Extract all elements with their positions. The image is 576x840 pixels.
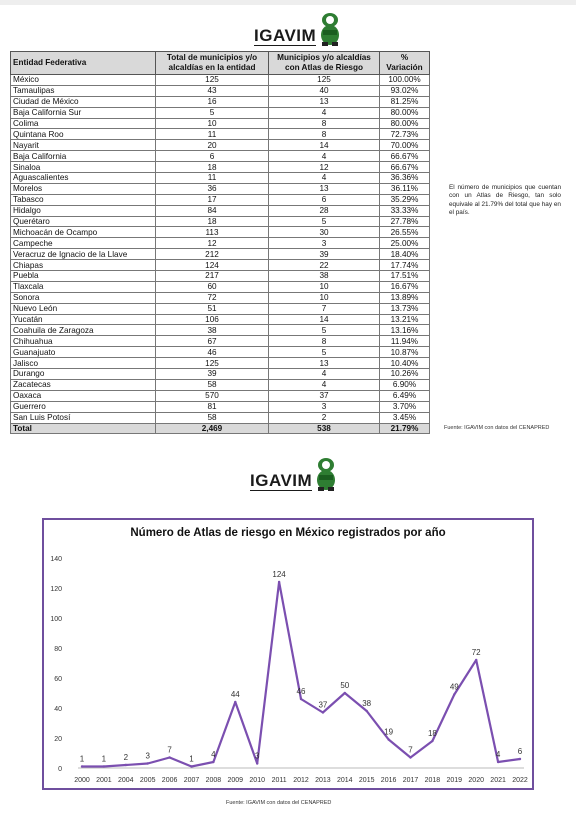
cell-variacion: 13.16% [380,325,430,336]
data-point [497,761,499,763]
table-row [11,271,430,282]
cell-entidad: Yucatán [11,314,156,325]
cell-variacion: 36.36% [380,173,430,184]
cell-variacion: 6.90% [380,379,430,390]
atlas-table [10,51,430,434]
table-row [11,401,430,412]
cell-variacion: 11.94% [380,336,430,347]
x-tick-label: 2005 [139,777,156,784]
y-tick-label: 100 [50,616,62,623]
cell-entidad: Chihuahua [11,336,156,347]
igavim-logo [254,12,343,46]
cell-variacion: 72.73% [380,129,430,140]
logo-text-2: IGAVIM [250,471,313,490]
cell-variacion: 35.29% [380,194,430,205]
cell-variacion: 26.55% [380,227,430,238]
cell-entidad: Guanajuato [11,347,156,358]
table-row [11,129,430,140]
x-tick-label: 2020 [468,777,484,784]
data-point [125,764,127,766]
data-label: 18 [427,729,437,738]
table-row [11,260,430,271]
data-label: 1 [189,754,194,764]
cell-atlas: 5 [269,347,380,358]
cell-variacion: 66.67% [380,162,430,173]
x-tick-label: 2014 [337,777,353,784]
cell-atlas: 2 [269,412,380,423]
y-tick-label: 140 [50,556,62,563]
igavim-logo-2 [250,457,339,491]
cell-variacion: 10.26% [380,369,430,380]
y-tick-label: 40 [54,706,62,713]
cell-total: 17 [156,194,269,205]
cell-variacion: 6.49% [380,390,430,401]
cell-atlas: 3 [269,401,380,412]
data-label: 3 [254,751,260,761]
table-row [11,412,430,423]
table-row [11,390,430,401]
cell-atlas: 4 [269,173,380,184]
cell-variacion: 66.67% [380,151,430,162]
y-tick-label: 120 [50,586,62,593]
data-point [366,710,368,712]
table-row [11,314,430,325]
data-point [300,698,302,700]
series-line [79,582,520,767]
cell-atlas: 4 [269,107,380,118]
data-point [453,693,455,695]
cell-total: 212 [156,249,269,260]
cell-entidad: Chiapas [11,260,156,271]
cell-total: 12 [156,238,269,249]
cell-total: 58 [156,412,269,423]
data-point [431,740,433,742]
cell-atlas: 13 [269,96,380,107]
x-tick-label: 2000 [74,777,90,784]
table-row [11,173,430,184]
cell-total: 6 [156,151,269,162]
data-label: 38 [362,699,372,708]
y-tick-label: 20 [54,736,62,743]
cell-atlas: 30 [269,227,380,238]
data-point [212,761,214,763]
cell-total: 124 [156,260,269,271]
cell-entidad: Guerrero [11,401,156,412]
cell-variacion: 16.67% [380,281,430,292]
cell-total: 43 [156,85,269,96]
header-atlas: Municipios y/o alcaldías con Atlas de Riesgo [269,52,380,75]
cell-atlas: 4 [269,369,380,380]
cell-entidad: Oaxaca [11,390,156,401]
mascot-logo-icon-2 [313,457,339,491]
table-row [11,336,430,347]
table-row [11,140,430,151]
cell-variacion: 13.21% [380,314,430,325]
data-point [256,762,258,764]
x-tick-label: 2007 [183,777,200,784]
cell-variacion: 17.51% [380,271,430,282]
cell-variacion: 13.89% [380,292,430,303]
cell-atlas: 8 [269,129,380,140]
cell-variacion: 17.74% [380,260,430,271]
table-source: Fuente: IGAVIM con datos del CENAPRED [444,425,550,431]
cell-atlas: 10 [269,281,380,292]
data-point [103,765,105,767]
cell-entidad: Tamaulipas [11,85,156,96]
data-label: 7 [167,745,172,755]
x-tick-label: 2022 [512,777,528,784]
cell-atlas: 13 [269,183,380,194]
x-tick-label: 2010 [249,777,265,784]
cell-total: 38 [156,325,269,336]
data-label: 37 [318,700,328,710]
cell-atlas: 5 [269,325,380,336]
cell-atlas: 125 [269,75,380,86]
cell-entidad: Zacatecas [11,379,156,390]
table-row [11,183,430,194]
table-row [11,369,430,380]
table-header-row [11,52,430,75]
table-row [11,238,430,249]
data-label: 2 [123,753,129,762]
x-tick-label: 2021 [490,777,506,784]
cell-entidad: México [11,75,156,86]
cell-atlas: 39 [269,249,380,260]
cell-entidad: Ciudad de México [11,96,156,107]
total-label: Total [11,423,156,434]
data-label: 72 [471,648,481,657]
data-label: 44 [230,690,240,699]
cell-variacion: 13.73% [380,303,430,314]
cell-entidad: Aguascalientes [11,173,156,184]
cell-variacion: 36.11% [380,183,430,194]
data-point [190,765,192,767]
cell-entidad: Veracruz de Ignacio de la Llave [11,249,156,260]
cell-total: 5 [156,107,269,118]
cell-atlas: 6 [269,194,380,205]
cell-entidad: Nayarit [11,140,156,151]
cell-variacion: 33.33% [380,205,430,216]
x-tick-label: 2004 [118,777,134,784]
table-row [11,379,430,390]
x-tick-label: 2011 [271,777,287,784]
table-row [11,162,430,173]
top-edge-line [0,0,576,5]
cell-entidad: Tlaxcala [11,281,156,292]
data-point [278,581,280,583]
cell-total: 125 [156,75,269,86]
cell-entidad: Coahuila de Zaragoza [11,325,156,336]
cell-total: 81 [156,401,269,412]
cell-total: 113 [156,227,269,238]
data-point [322,711,324,713]
cell-entidad: Michoacán de Ocampo [11,227,156,238]
data-point [344,692,346,694]
data-point [387,738,389,740]
data-point [475,659,477,661]
cell-atlas: 4 [269,151,380,162]
table-row [11,325,430,336]
header-entidad: Entidad Federativa [11,52,156,75]
table-row [11,216,430,227]
data-label: 1 [101,754,107,764]
total-municipios: 2,469 [156,423,269,434]
y-tick-label: 0 [58,766,62,773]
data-point [234,701,236,703]
cell-total: 51 [156,303,269,314]
x-tick-label: 2001 [96,777,112,784]
y-tick-label: 80 [54,646,62,653]
cell-atlas: 3 [269,238,380,249]
cell-variacion: 18.40% [380,249,430,260]
data-label: 7 [408,745,413,755]
line-chart [42,518,534,790]
data-label: 46 [296,687,306,696]
cell-atlas: 37 [269,390,380,401]
data-point [81,765,83,767]
cell-total: 58 [156,379,269,390]
cell-entidad: Quintana Roo [11,129,156,140]
cell-entidad: Durango [11,369,156,380]
table-row [11,303,430,314]
header-total: Total de municipios y/o alcaldías en la entidad [156,52,269,75]
data-label: 4 [211,750,216,759]
cell-variacion: 81.25% [380,96,430,107]
cell-entidad: Nuevo León [11,303,156,314]
cell-total: 46 [156,347,269,358]
table-row [11,249,430,260]
cell-variacion: 70.00% [380,140,430,151]
cell-atlas: 7 [269,303,380,314]
cell-variacion: 25.00% [380,238,430,249]
table-row [11,227,430,238]
data-label: 124 [272,570,286,579]
total-atlas: 538 [269,423,380,434]
table-row [11,358,430,369]
data-label: 50 [340,681,350,690]
cell-total: 16 [156,96,269,107]
cell-total: 11 [156,129,269,140]
x-tick-label: 2018 [424,777,441,784]
table-row [11,151,430,162]
table-row [11,292,430,303]
cell-total: 18 [156,162,269,173]
cell-variacion: 10.87% [380,347,430,358]
cell-entidad: Hidalgo [11,205,156,216]
cell-total: 39 [156,369,269,380]
cell-atlas: 13 [269,358,380,369]
cell-atlas: 40 [269,85,380,96]
cell-variacion: 10.40% [380,358,430,369]
table-total-row [11,423,430,434]
cell-atlas: 10 [269,292,380,303]
table-row [11,118,430,129]
data-label: 6 [517,747,523,756]
cell-atlas: 22 [269,260,380,271]
cell-variacion: 3.70% [380,401,430,412]
note-text: El número de municipios que cuentan con un Atlas de Riesgo, tan solo equivale al 21.79% del total que hay en el país. [449,184,561,216]
table-row [11,96,430,107]
cell-entidad: Baja California Sur [11,107,156,118]
x-tick-label: 2015 [358,777,375,784]
x-tick-label: 2006 [161,777,178,784]
cell-entidad: Puebla [11,271,156,282]
data-label: 1 [79,754,85,764]
x-tick-label: 2009 [227,777,244,784]
cell-atlas: 12 [269,162,380,173]
cell-total: 18 [156,216,269,227]
cell-entidad: Querétaro [11,216,156,227]
chart-title: Número de Atlas de riesgo en México registrados por año [130,527,446,539]
cell-total: 67 [156,336,269,347]
cell-atlas: 5 [269,216,380,227]
table-row [11,281,430,292]
cell-total: 20 [156,140,269,151]
logo-text: IGAVIM [254,26,317,45]
data-label: 49 [449,682,459,692]
x-tick-label: 2017 [402,777,419,784]
data-point [519,758,521,760]
data-label: 19 [384,727,394,737]
cell-atlas: 14 [269,314,380,325]
data-point [168,756,170,758]
cell-entidad: Colima [11,118,156,129]
cell-entidad: Sinaloa [11,162,156,173]
cell-variacion: 100.00% [380,75,430,86]
cell-total: 36 [156,183,269,194]
cell-total: 10 [156,118,269,129]
cell-entidad: Sonora [11,292,156,303]
total-variacion: 21.79% [380,423,430,434]
cell-total: 106 [156,314,269,325]
data-point [147,762,149,764]
table-row [11,347,430,358]
cell-variacion: 80.00% [380,118,430,129]
cell-entidad: San Luis Potosí [11,412,156,423]
x-tick-label: 2019 [446,777,463,784]
x-tick-label: 2013 [315,777,331,784]
cell-entidad: Jalisco [11,358,156,369]
cell-total: 72 [156,292,269,303]
chart-source: Fuente: IGAVIM con datos del CENAPRED [226,800,332,806]
table-row [11,107,430,118]
cell-variacion: 3.45% [380,412,430,423]
x-tick-label: 2016 [380,777,397,784]
cell-atlas: 4 [269,379,380,390]
data-label: 3 [145,751,150,761]
cell-atlas: 14 [269,140,380,151]
cell-variacion: 80.00% [380,107,430,118]
mascot-logo-icon [317,12,343,46]
cell-atlas: 8 [269,118,380,129]
cell-total: 11 [156,173,269,184]
cell-entidad: Tabasco [11,194,156,205]
cell-total: 217 [156,271,269,282]
cell-total: 570 [156,390,269,401]
table-row [11,205,430,216]
cell-entidad: Morelos [11,183,156,194]
x-tick-label: 2008 [205,777,222,784]
cell-total: 125 [156,358,269,369]
cell-variacion: 27.78% [380,216,430,227]
cell-atlas: 8 [269,336,380,347]
cell-variacion: 93.02% [380,85,430,96]
y-tick-label: 60 [54,676,62,683]
table-row [11,194,430,205]
cell-atlas: 28 [269,205,380,216]
cell-total: 84 [156,205,269,216]
table-row [11,85,430,96]
cell-total: 60 [156,281,269,292]
cell-entidad: Baja California [11,151,156,162]
x-tick-label: 2012 [293,777,309,784]
data-point [409,756,411,758]
table-row [11,75,430,86]
data-label: 4 [495,750,501,759]
header-variacion: % Variación [380,52,430,75]
cell-atlas: 38 [269,271,380,282]
cell-entidad: Campeche [11,238,156,249]
